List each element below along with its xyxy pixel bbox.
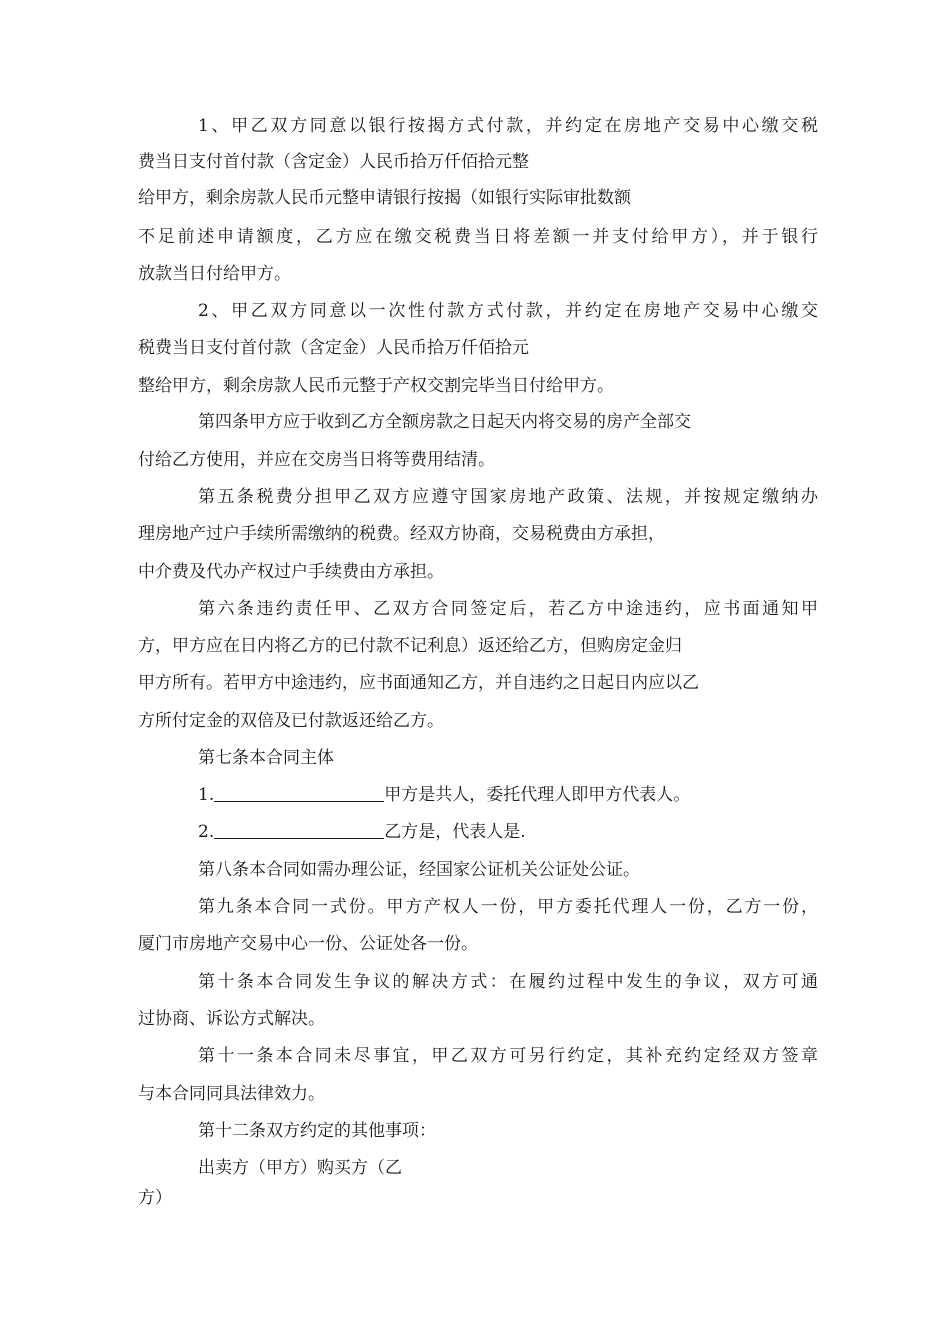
item-text: 乙方是，代表人是. bbox=[384, 822, 526, 842]
text-line: 中介费及代办产权过户手续费由方承担。 bbox=[138, 562, 444, 582]
text-line: 第八条本合同如需办理公证，经国家公证机关公证处公证。 bbox=[198, 860, 640, 880]
text-line: 给甲方，剩余房款人民币元整申请银行按揭（如银行实际审批数额 bbox=[138, 188, 631, 208]
text-line: 厦门市房地产交易中心一份、公证处各一份。 bbox=[138, 934, 478, 954]
text-line: 费当日支付首付款（含定金）人民币拾万仟佰拾元整 bbox=[138, 152, 529, 172]
clause7-item-1 bbox=[198, 783, 690, 807]
text-line: 第四条甲方应于收到乙方全额房款之日起天内将交易的房产全部交 bbox=[198, 412, 691, 432]
text-line: 理房地产过户手续所需缴纳的税费。经双方协商，交易税费由方承担， bbox=[138, 524, 665, 544]
text-line: 第十条本合同发生争议的解决方式：在履约过程中发生的争议，双方可通 bbox=[198, 972, 818, 992]
text-line: 第六条违约责任甲、乙双方合同签定后，若乙方中途违约，应书面通知甲 bbox=[198, 599, 818, 619]
item-number: 2. bbox=[198, 822, 215, 842]
text-line: 方所付定金的双倍及已付款返还给乙方。 bbox=[138, 711, 444, 731]
text-line: 整给甲方，剩余房款人民币元整于产权交割完毕当日付给甲方。 bbox=[138, 376, 614, 396]
text-line: 第五条税费分担甲乙双方应遵守国家房地产政策、法规，并按规定缴纳办 bbox=[198, 487, 818, 507]
text-line: 付给乙方使用，并应在交房当日将等费用结清。 bbox=[138, 450, 495, 470]
clause-heading: 第七条本合同主体 bbox=[198, 748, 334, 768]
text-line: 方，甲方应在日内将乙方的已付款不记利息）返还给乙方，但购房定金归 bbox=[138, 636, 682, 656]
text-line: 2、甲乙双方同意以一次性付款方式付款，并约定在房地产交易中心缴交 bbox=[198, 301, 818, 321]
text-line: 第十二条双方约定的其他事项： bbox=[198, 1121, 436, 1141]
fill-in-blank[interactable] bbox=[214, 785, 384, 802]
text-line: 过协商、诉讼方式解决。 bbox=[138, 1009, 325, 1029]
text-line: 放款当日付给甲方。 bbox=[138, 264, 291, 284]
text-line: 第九条本合同一式份。甲方产权人一份，甲方委托代理人一份，乙方一份， bbox=[198, 897, 818, 917]
text-line: 与本合同同具法律效力。 bbox=[138, 1084, 325, 1104]
signature-label-cont: 方） bbox=[138, 1188, 172, 1208]
signature-label: 出卖方（甲方）购买方（乙 bbox=[198, 1158, 402, 1178]
clause7-item-2 bbox=[198, 820, 526, 844]
text-line: 税费当日支付首付款（含定金）人民币拾万仟佰拾元 bbox=[138, 338, 529, 358]
text-line: 甲方所有。若甲方中途违约，应书面通知乙方，并自违约之日起日内应以乙 bbox=[138, 673, 699, 693]
text-line: 1、甲乙双方同意以银行按揭方式付款，并约定在房地产交易中心缴交税 bbox=[198, 116, 818, 136]
item-text: 甲方是共人，委托代理人即甲方代表人。 bbox=[384, 785, 691, 805]
item-number: 1. bbox=[198, 785, 215, 805]
fill-in-blank[interactable] bbox=[214, 822, 384, 839]
text-line: 第十一条本合同未尽事宜，甲乙双方可另行约定，其补充约定经双方签章 bbox=[198, 1046, 818, 1066]
text-line: 不足前述申请额度，乙方应在缴交税费当日将差额一并支付给甲方），并于银行 bbox=[138, 227, 818, 247]
